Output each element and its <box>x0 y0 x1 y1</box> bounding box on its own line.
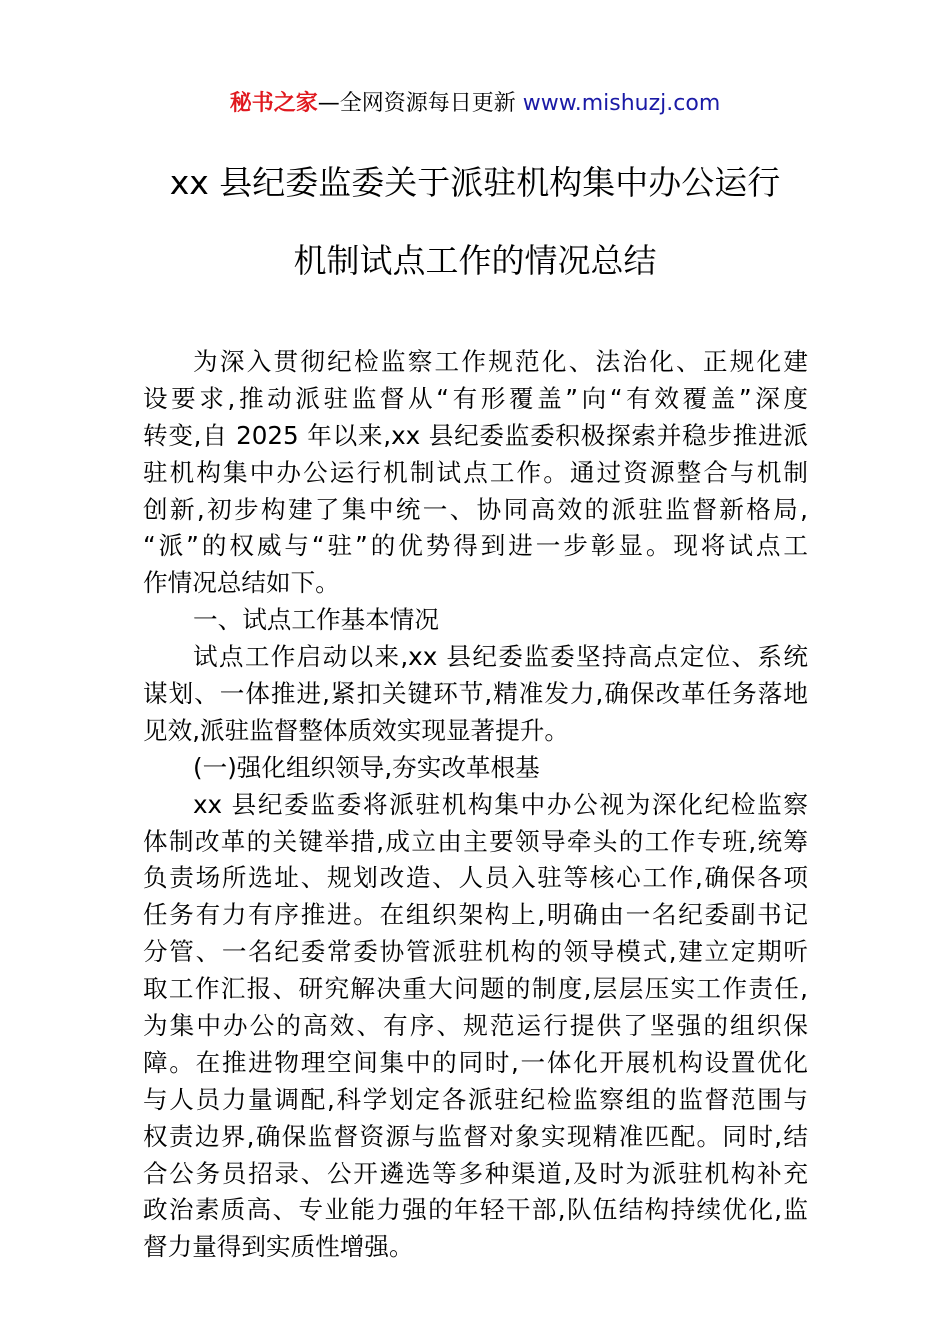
paragraph-intro <box>143 344 808 602</box>
body-line: 设要求,推动派驻监督从“有形覆盖”向“有效覆盖”深度 <box>143 383 808 413</box>
body-line: 任务有力有序推进。在组织架构上,明确由一名纪委副书记 <box>143 900 808 930</box>
body-line: 为集中办公的高效、有序、规范运行提供了坚强的组织保 <box>143 1011 808 1041</box>
body-line: xx 县纪委监委将派驻机构集中办公视为深化纪检监察 <box>193 789 808 819</box>
paragraph-organization <box>143 787 808 1267</box>
document-body <box>143 344 808 1266</box>
body-line: 分管、一名纪委常委协管派驻机构的领导模式,建立定期听 <box>143 937 808 967</box>
body-line: 谋划、一体推进,紧扣关键环节,精准发力,确保改革任务落地 <box>143 679 808 709</box>
body-line: 驻机构集中办公运行机制试点工作。通过资源整合与机制 <box>143 457 808 487</box>
section-heading-1 <box>143 602 808 639</box>
body-line: “派”的权威与“驻”的优势得到进一步彰显。现将试点工 <box>143 531 808 561</box>
body-line: 创新,初步构建了集中统一、协同高效的派驻监督新格局, <box>143 494 808 524</box>
site-tagline: —全网资源每日更新 <box>317 91 523 116</box>
body-line: 负责场所选址、规划改造、人员入驻等核心工作,确保各项 <box>143 863 808 893</box>
body-line: 体制改革的关键举措,成立由主要领导牵头的工作专班,统筹 <box>143 826 808 856</box>
paragraph-overview <box>143 639 808 750</box>
body-line: (一)强化组织领导,夯实改革根基 <box>193 752 540 782</box>
body-line: 一、试点工作基本情况 <box>193 605 439 635</box>
body-line: 取工作汇报、研究解决重大问题的制度,层层压实工作责任, <box>143 974 808 1004</box>
site-brand: 秘书之家 <box>229 91 318 116</box>
site-header <box>0 88 950 120</box>
document-title <box>100 158 850 286</box>
body-line: 为深入贯彻纪检监察工作规范化、法治化、正规化建 <box>193 347 808 376</box>
body-line: 试点工作启动以来,xx 县纪委监委坚持高点定位、系统 <box>193 642 808 672</box>
body-line: 作情况总结如下。 <box>143 568 340 598</box>
title-line-2: 机制试点工作的情况总结 <box>293 241 657 280</box>
body-line: 合公务员招录、公开遴选等多种渠道,及时为派驻机构补充 <box>143 1158 808 1188</box>
body-line: 督力量得到实质性增强。 <box>143 1232 414 1262</box>
body-line: 转变,自 2025 年以来,xx 县纪委监委积极探索并稳步推进派 <box>143 420 808 450</box>
body-line: 见效,派驻监督整体质效实现显著提升。 <box>143 715 569 745</box>
title-line-1: xx 县纪委监委关于派驻机构集中办公运行 <box>169 163 781 202</box>
body-line: 障。在推进物理空间集中的同时,一体化开展机构设置优化 <box>143 1047 808 1077</box>
body-line: 与人员力量调配,科学划定各派驻纪检监察组的监督范围与 <box>143 1084 808 1114</box>
subsection-heading-1 <box>143 750 808 787</box>
site-url-link[interactable]: www.mishuzj.com <box>522 91 721 116</box>
body-line: 权责边界,确保监督资源与监督对象实现精准匹配。同时,结 <box>143 1121 808 1151</box>
body-line: 政治素质高、专业能力强的年轻干部,队伍结构持续优化,监 <box>143 1195 808 1225</box>
